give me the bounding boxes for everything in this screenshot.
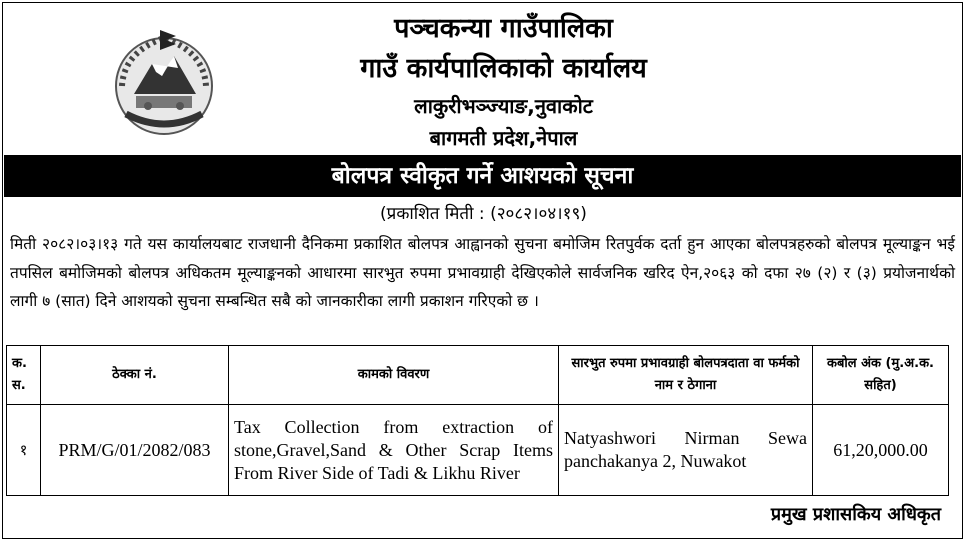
table-header-row bbox=[7, 346, 949, 405]
office-province: बागमती प्रदेश,नेपाल bbox=[429, 126, 578, 150]
bid-table bbox=[6, 345, 949, 496]
header-amount: कबोल अंक (मु.अ.क. सहित) bbox=[813, 346, 949, 405]
cell-sn: १ bbox=[7, 405, 41, 496]
notice-title: बोलपत्र स्वीकृत गर्ने आशयको सूचना bbox=[4, 155, 961, 197]
table-row bbox=[7, 405, 949, 496]
header-sn: क. स. bbox=[7, 346, 41, 405]
header-work: कामको विवरण bbox=[229, 346, 559, 405]
cell-amount: 61,20,000.00 bbox=[813, 405, 949, 496]
header-contract: ठेक्का नं. bbox=[41, 346, 229, 405]
signature-title: प्रमुख प्रशासकिय अधिकृत bbox=[770, 504, 941, 525]
cell-work: Tax Collection from extraction of stone,Gravel,Sand & Other Scrap Items From River Side of Tadi & Likhu River bbox=[229, 405, 559, 496]
header-bidder: सारभुत रुपमा प्रभावग्राही बोलपत्रदाता वा फर्मको नाम र ठेगाना bbox=[559, 346, 813, 405]
office-subtitle: गाउँ कार्यपालिकाको कार्यालय bbox=[360, 53, 647, 84]
office-address: लाकुरीभञ्ज्याङ,नुवाकोट bbox=[414, 94, 593, 118]
office-name: पञ्चकन्या गाउँपालिका bbox=[394, 13, 613, 44]
cell-contract: PRM/G/01/2082/083 bbox=[41, 405, 229, 496]
published-date: (प्रकाशित मिती : (२०८२।०४।१९) bbox=[380, 204, 587, 224]
cell-bidder: Natyashwori Nirman Sewa panchakanya 2, Nuwakot bbox=[559, 405, 813, 496]
notice-body: मिती २०८२।०३।१३ गते यस कार्यालयबाट राजधानी दैनिकमा प्रकाशित बोलपत्र आह्वानको सुचना बमोजिम रितपुर्वक दर्ता हुन आएका बोलपत्रहरुको बोलपत्र मूल्याङ्कन भई तपसिल बमोजिमको बोलपत्र अधिकतम मूल्याङ्कनको आधारमा सारभुत रुपमा प्रभावग्राही देखिएकोले सार्वजनिक खरिद ऐन,२०६३ को दफा २७ (२) र (३) प्रयोजनार्थको लागी ७ (सात) दिने आशयको सुचना सम्बन्धित सबै को जानकारीका लागी प्रकाशन गरिएको छ । bbox=[10, 235, 955, 310]
